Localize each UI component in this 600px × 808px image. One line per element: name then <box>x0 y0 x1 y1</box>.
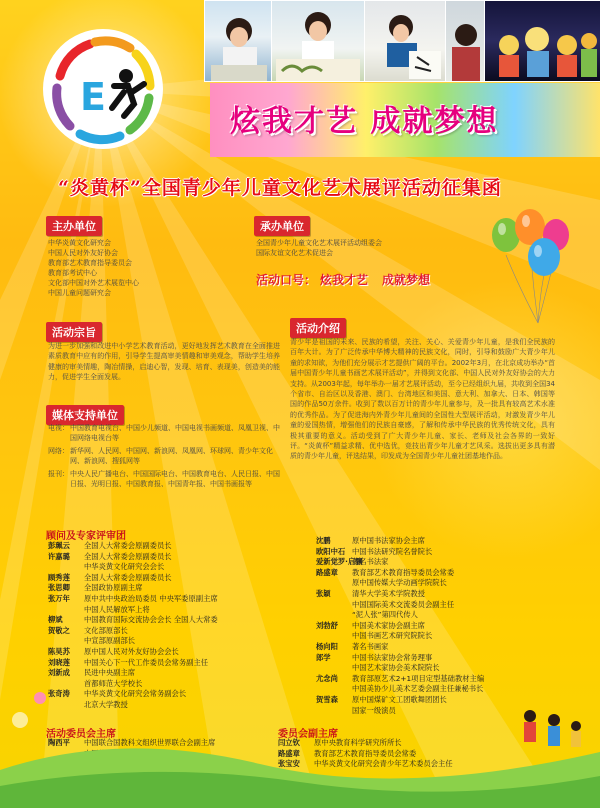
media-label: 媒体支持单位 <box>46 405 124 425</box>
member-name: 郎学 <box>316 652 331 662</box>
member-name: 路盛章 <box>316 567 338 577</box>
member-title: 中国书画艺术研究院院长 <box>352 631 433 641</box>
media-row: 报刊： 中央人民广播电台、中国国际电台、中国教育电台、人民日报、中国日报、光明日报、中国教育报、中国青年报、中国书画报等 <box>48 470 280 488</box>
member-row <box>316 568 484 579</box>
activity-slogan-line <box>256 271 444 288</box>
host-item: 教育部考试中心 <box>48 269 97 277</box>
member-row <box>48 679 218 690</box>
member-row <box>316 610 484 621</box>
member-row <box>316 653 484 664</box>
member-title: 清华大学美术学院教授 <box>352 588 425 598</box>
media-row: 电视： 中国教育电视台、中国少儿频道、中国电视书画频道、凤凰卫视、中国网络电视台等 <box>48 424 280 442</box>
member-row <box>316 631 484 642</box>
member-row <box>316 642 484 653</box>
intro-label: 活动介绍 <box>290 318 346 338</box>
member-row <box>316 589 484 600</box>
host-list <box>48 238 139 298</box>
member-row <box>48 552 218 563</box>
member-name: 陈昊苏 <box>48 646 70 656</box>
event-logo <box>40 26 166 152</box>
member-name <box>48 605 84 616</box>
member-title: 中国美术家协会副主席 <box>352 620 425 630</box>
member-title: 中国美协少儿美术艺委会副主任兼秘书长 <box>352 684 484 694</box>
member-title: 全国人大常委会原副委员长 <box>84 551 172 561</box>
member-row <box>316 674 484 685</box>
member-name: 张奇涛 <box>48 689 70 699</box>
member-name: 彭珮云 <box>48 541 70 550</box>
member-name: 张万年 <box>48 593 70 603</box>
member-title: 国家一级演员 <box>352 705 396 715</box>
member-name <box>316 663 352 674</box>
member-row <box>48 541 218 552</box>
intro-text: 青少年是祖国的未来、民族的希望，关注、关心、关爱青少年儿童，是我们全民族的百年大计。为了广泛传承中华博大精神的民族文化，同时，引导和鼓励广大青少年儿童的求知欲，为他们充分展示才艺提供广阔的平台。2002年3月，在北京成功举办“首届中国青少年儿童书画艺术展评活动”，并得到文化部、中国人民对外友好协会的大力支持。从2003年起，每年举办一届才艺展评活动，至今已经组织九届，共收到全国34个省市、自治区以及香港、澳门、台湾地区和美国、意大利、加拿大、日本、韩国等国的作品50万余件。收到了数以百万计的青少年儿童参与，及一批具有较高艺术水准的优秀作品。为了促进海内外青少年儿童间的全国性大型展评活动，对激发青少年儿童的爱国热情，增强他们的民族自豪感，了解和传承中华民族的优秀传统文化，具有极其重要的意义。活动受到了广大青少年儿童、家长、老师及社会各界的一致好评。“炎黄杯”精益求精、优中选优，竞技出青少年儿童才艺风采。选拔出更多具有潜质的青少年儿童，评选结果，印发成为全国青少年儿童社团基地作品。 <box>290 338 555 461</box>
member-row <box>316 536 484 547</box>
organizer-item: 全国青少年儿童文化艺术展评活动组委会 <box>256 239 382 247</box>
member-title: 原中国人民对外友好协会会长 <box>84 646 179 656</box>
member-name: 陶西平 <box>48 738 70 747</box>
member-title: “泥人张”第四代传人 <box>352 610 418 620</box>
member-title: 中国人民解放军上将 <box>84 604 150 614</box>
member-title: 中华炎黄文化研究会青少年艺术委员会主任 <box>314 759 453 769</box>
activity-slogan-label: 活动口号： <box>256 273 317 287</box>
member-row <box>48 583 218 594</box>
member-name: 闫立钦 <box>278 738 300 747</box>
member-name: 刘勃舒 <box>316 620 338 630</box>
member-row <box>316 578 484 589</box>
member-name: 路盛章 <box>278 748 300 758</box>
member-name <box>316 578 352 589</box>
committee-vice-label: 委员会副主席 <box>278 729 338 740</box>
photo-child-calligraphy <box>364 0 446 82</box>
member-title: 教育部艺术教育指导委员会常委 <box>314 748 417 758</box>
member-row <box>48 626 218 637</box>
photo-child-drawing <box>204 0 272 82</box>
member-name: 杨向阳 <box>316 641 338 651</box>
member-title: 全国政协原副主席 <box>84 583 143 593</box>
member-name <box>48 679 84 690</box>
member-title: 首都师范大学校长 <box>84 678 143 688</box>
purpose-label: 活动宗旨 <box>46 322 102 342</box>
member-row <box>316 663 484 674</box>
member-title: 教育部艺术教育指导委员会常委 <box>352 567 455 577</box>
member-title: 中国书法研究院名誉院长 <box>352 546 433 556</box>
member-row <box>48 573 218 584</box>
member-name: 贺雪森 <box>316 694 338 704</box>
media-row: 网络： 新华网、人民网、中国网、新浪网、凤凰网、环球网、青少年文化网、新浪网、搜狐网等 <box>48 447 273 465</box>
member-title: 全国人大常委会原副委员长 <box>84 572 172 582</box>
host-item: 文化部中国对外艺术展览中心 <box>48 279 139 287</box>
member-name: 沈鹏 <box>316 536 331 545</box>
member-row <box>48 615 218 626</box>
member-row <box>48 605 218 616</box>
experts-left-list <box>48 541 218 711</box>
member-name <box>48 562 84 573</box>
member-name: 刘晓莲 <box>48 657 70 667</box>
member-name: 欧阳中石 <box>316 546 346 556</box>
member-title: 中国联合国教科文组织世界联合会副主席 <box>84 738 216 747</box>
meadow-decoration <box>0 690 600 808</box>
member-name <box>316 610 352 621</box>
member-title: 原中国传媒大学动画学院院长 <box>352 578 447 588</box>
member-row <box>48 647 218 658</box>
member-row <box>48 636 218 647</box>
media-list <box>48 423 280 489</box>
member-title: 原中国书法家协会主席 <box>352 536 425 545</box>
member-title: 文化部原部长 <box>84 625 128 635</box>
host-label: 主办单位 <box>46 216 102 236</box>
host-item: 教育部艺术教育指导委员会 <box>48 259 132 267</box>
member-title: 北京大学教授 <box>84 699 128 709</box>
member-title: 中宣部原副部长 <box>84 636 136 646</box>
member-name <box>316 631 352 642</box>
photo-child-painting <box>271 0 365 82</box>
member-title: 原中国煤矿文工团歌舞团团长 <box>352 694 447 704</box>
member-name: 张颖 <box>316 588 331 598</box>
member-title: 中国书法家协会常务理事 <box>352 652 433 662</box>
member-row <box>48 668 218 679</box>
host-item: 中国人民对外友好协会 <box>48 249 118 257</box>
member-name: 张思卿 <box>48 583 70 593</box>
member-name: 刘新成 <box>48 668 70 678</box>
committee-chair-label: 活动委员会主席 <box>46 729 116 740</box>
member-title: 中国教育国际交流协会会长 全国人大常委 <box>84 615 218 625</box>
slogan-text: 炫我才艺 成就梦想 <box>230 104 499 139</box>
member-title: 原中央教育科学研究所所长 <box>314 738 402 747</box>
member-row <box>316 557 484 568</box>
photo-stage-performance <box>484 0 600 82</box>
member-title: 中国艺术家协会美术院院长 <box>352 663 440 673</box>
organizer-list <box>256 238 382 258</box>
member-title: 民进中央副主席 <box>84 668 136 678</box>
main-title: “炎黄杯”全国青少年儿童文化艺术展评活动征集函 <box>58 177 502 199</box>
purpose-text: 为进一步加强和改进中小学艺术教育活动，更好地发挥艺术教育在全面推进素质教育中应有的作用，引导学生提高审美情趣和审美观念，帮助学生培养健康的审美情趣，陶冶情操，启迪心智，发现、培育、表现美，创造美的能力，促进学生全面发展。 <box>48 342 280 382</box>
member-name: 许嘉璐 <box>48 551 70 561</box>
photo-child-writing <box>445 0 485 82</box>
member-row <box>48 658 218 669</box>
member-title: 全国人大常委会原副委员长 <box>84 541 172 550</box>
host-item: 中华炎黄文化研究会 <box>48 239 111 247</box>
member-name <box>316 600 352 611</box>
member-name: 柳斌 <box>48 615 63 625</box>
activity-slogan-part1: 炫我才艺 <box>320 273 369 287</box>
member-title: 中华炎黄文化研究会会长 <box>84 562 165 572</box>
member-name: 爱新觉罗·启骧 <box>316 557 363 567</box>
member-title: 中国国际美术交流委员会副主任 <box>352 599 455 609</box>
member-name: 尤念尚 <box>316 673 338 683</box>
member-row <box>48 562 218 573</box>
member-row <box>316 547 484 558</box>
member-title: 原中共中央政治局委员 中央军委原副主席 <box>84 593 218 603</box>
svg-text:E: E <box>80 75 106 119</box>
member-name: 张宝安 <box>278 759 300 769</box>
organizer-label: 承办单位 <box>254 216 310 236</box>
member-title: 中华炎黄文化研究会常务副会长 <box>84 689 187 699</box>
host-item: 中国儿童问题研究会 <box>48 289 111 297</box>
balloons-decoration <box>478 205 588 325</box>
member-name: 贺敬之 <box>48 625 70 635</box>
member-row <box>316 621 484 632</box>
activity-slogan-part2: 成就梦想 <box>382 273 431 287</box>
organizer-item: 国际友谊文化艺术促进会 <box>256 249 333 257</box>
member-title: 中国关心下一代工作委员会常务副主任 <box>84 657 209 667</box>
member-title: 著名书画家 <box>352 641 389 651</box>
member-title: 教育部原艺术2+1项目定型基础教材主编 <box>352 673 485 683</box>
member-name: 顾秀莲 <box>48 572 70 582</box>
member-row <box>316 600 484 611</box>
member-name <box>48 636 84 647</box>
experts-label: 顾问及专家评审团 <box>46 531 126 542</box>
member-row <box>48 594 218 605</box>
member-title: 著名书法家 <box>352 557 389 567</box>
